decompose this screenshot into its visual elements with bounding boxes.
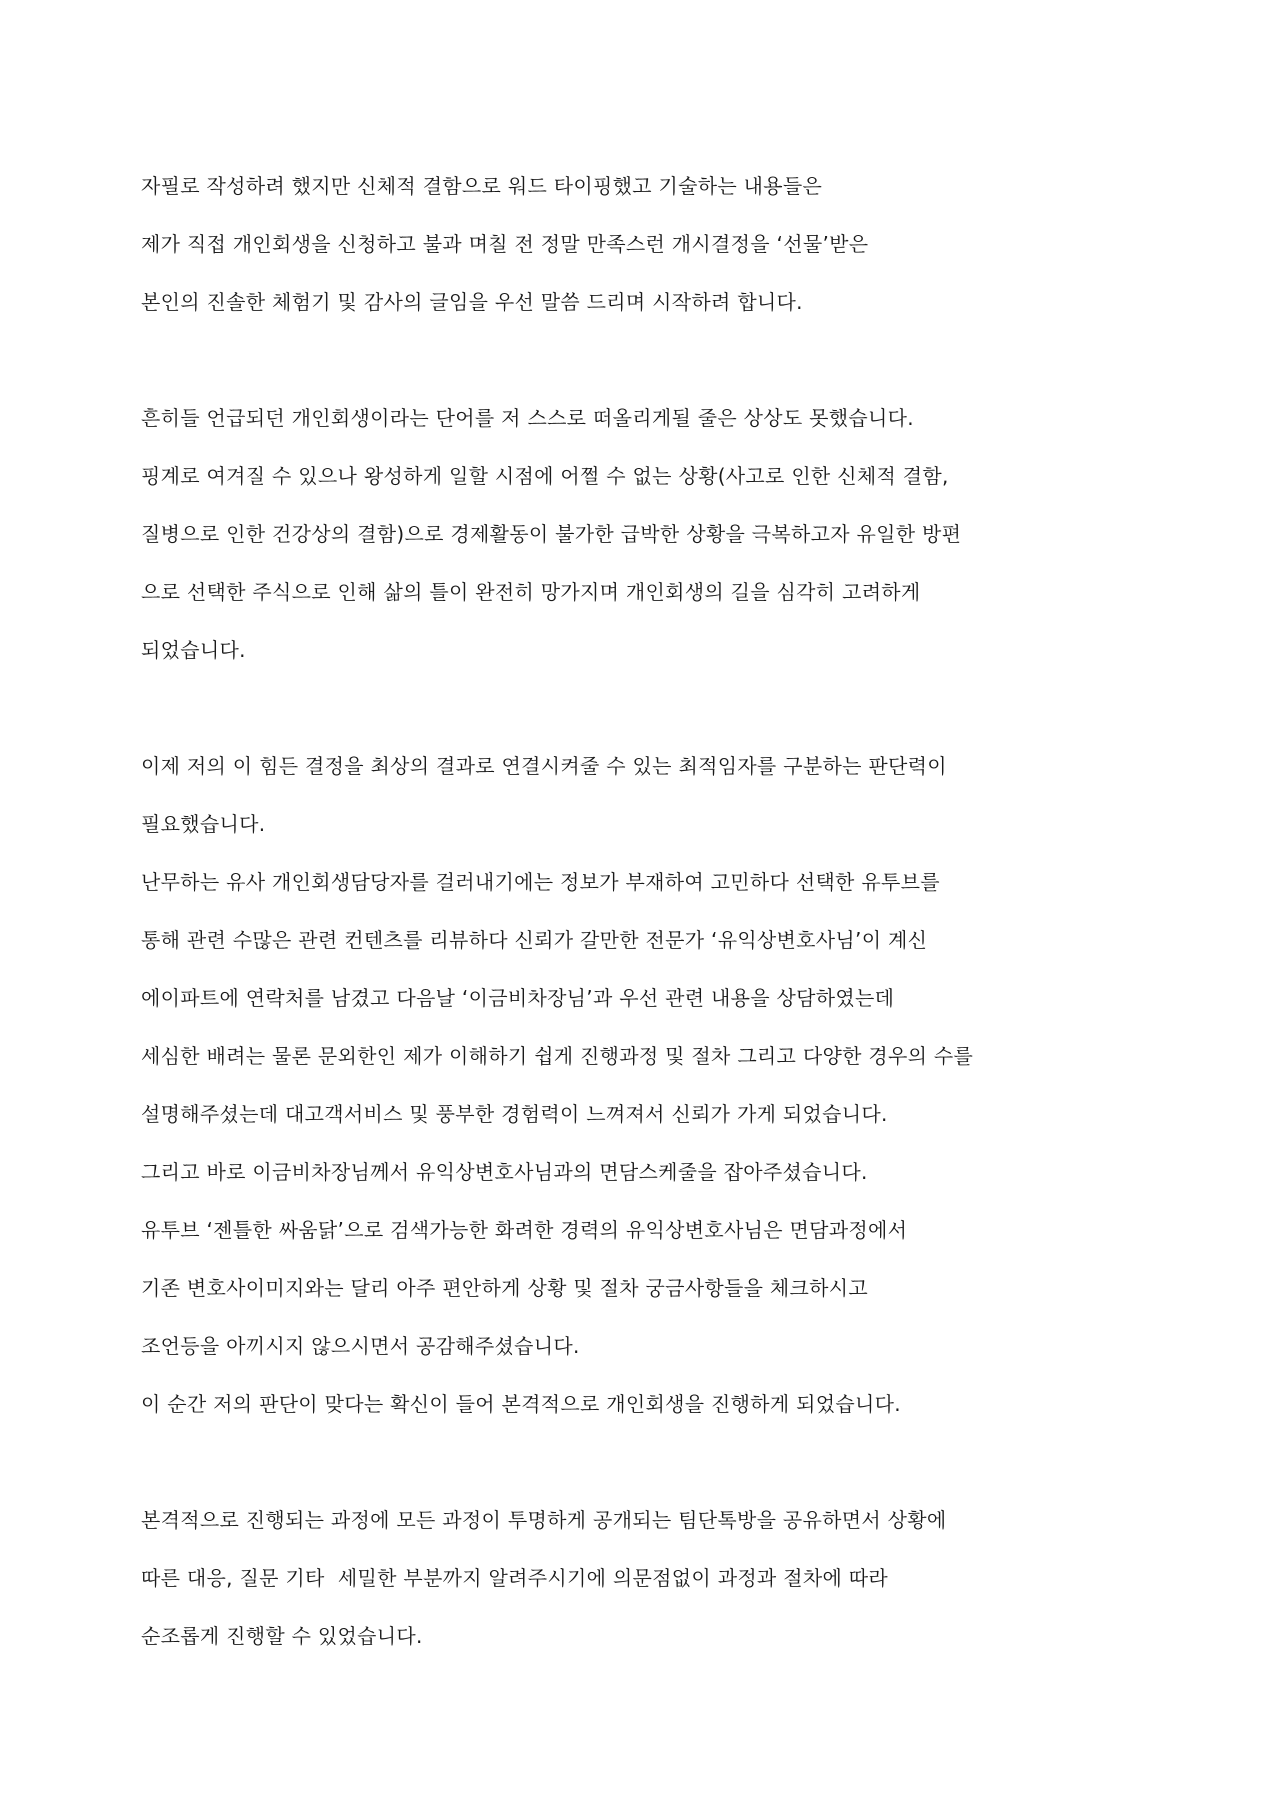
paragraph [141, 1504, 1221, 1678]
text-line: 이 순간 저의 판단이 맞다는 확신이 들어 본격적으로 개인회생을 진행하게 되었습니다. [141, 1392, 901, 1416]
text-line: 에이파트에 연락처를 남겼고 다음날 ‘이금비차장님’과 우선 관련 내용을 상담하였는데 [141, 986, 895, 1010]
text-line: 핑계로 여겨질 수 있으나 왕성하게 일할 시점에 어쩔 수 없는 상황(사고로 인한 신체적 결함, [141, 464, 949, 488]
text-line: 세심한 배려는 물론 문외한인 제가 이해하기 쉽게 진행과정 및 절차 그리고 다양한 경우의 수를 [141, 1044, 974, 1068]
text-line: 설명해주셨는데 대고객서비스 및 풍부한 경험력이 느껴져서 신뢰가 가게 되었습니다. [141, 1102, 888, 1126]
paragraph [141, 170, 1221, 344]
paragraph [141, 750, 1221, 1446]
text-line: 유투브 ‘젠틀한 싸움닭’으로 검색가능한 화려한 경력의 유익상변호사님은 면담과정에서 [141, 1218, 908, 1242]
text-line: 필요했습니다. [141, 812, 266, 836]
document-body [141, 170, 1221, 1678]
text-line: 기존 변호사이미지와는 달리 아주 편안하게 상황 및 절차 궁금사항들을 체크하시고 [141, 1276, 868, 1300]
paragraph [141, 402, 1221, 692]
text-line: 본격적으로 진행되는 과정에 모든 과정이 투명하게 공개되는 팀단톡방을 공유하면서 상황에 [141, 1508, 947, 1532]
text-line: 조언등을 아끼시지 않으시면서 공감해주셨습니다. [141, 1334, 580, 1358]
text-line: 그리고 바로 이금비차장님께서 유익상변호사님과의 면담스케줄을 잡아주셨습니다. [141, 1160, 868, 1184]
text-line: 되었습니다. [141, 638, 246, 662]
paragraph-gap [141, 1446, 1221, 1504]
text-line: 따른 대응, 질문 기타 세밀한 부분까지 알려주시기에 의문점없이 과정과 절차에 따라 [141, 1566, 888, 1590]
paragraph-gap [141, 692, 1221, 750]
text-line: 이제 저의 이 힘든 결정을 최상의 결과로 연결시켜줄 수 있는 최적임자를 구분하는 판단력이 [141, 754, 947, 778]
text-line: 제가 직접 개인회생을 신청하고 불과 며칠 전 정말 만족스런 개시결정을 ‘선물’받은 [141, 232, 869, 256]
text-line: 난무하는 유사 개인회생담당자를 걸러내기에는 정보가 부재하여 고민하다 선택한 유투브를 [141, 870, 940, 894]
text-line: 순조롭게 진행할 수 있었습니다. [141, 1624, 423, 1648]
text-line: 자필로 작성하려 했지만 신체적 결함으로 워드 타이핑했고 기술하는 내용들은 [141, 174, 823, 198]
text-line: 흔히들 언급되던 개인회생이라는 단어를 저 스스로 떠올리게될 줄은 상상도 못했습니다. [141, 406, 914, 430]
text-line: 본인의 진솔한 체험기 및 감사의 글임을 우선 말씀 드리며 시작하려 합니다. [141, 290, 803, 314]
paragraph-gap [141, 344, 1221, 402]
text-line: 통해 관련 수많은 관련 컨텐츠를 리뷰하다 신뢰가 갈만한 전문가 ‘유익상변호사님’이 계신 [141, 928, 928, 952]
text-line: 으로 선택한 주식으로 인해 삶의 틀이 완전히 망가지며 개인회생의 길을 심각히 고려하게 [141, 580, 921, 604]
text-line: 질병으로 인한 건강상의 결함)으로 경제활동이 불가한 급박한 상황을 극복하고자 유일한 방편 [141, 522, 962, 546]
